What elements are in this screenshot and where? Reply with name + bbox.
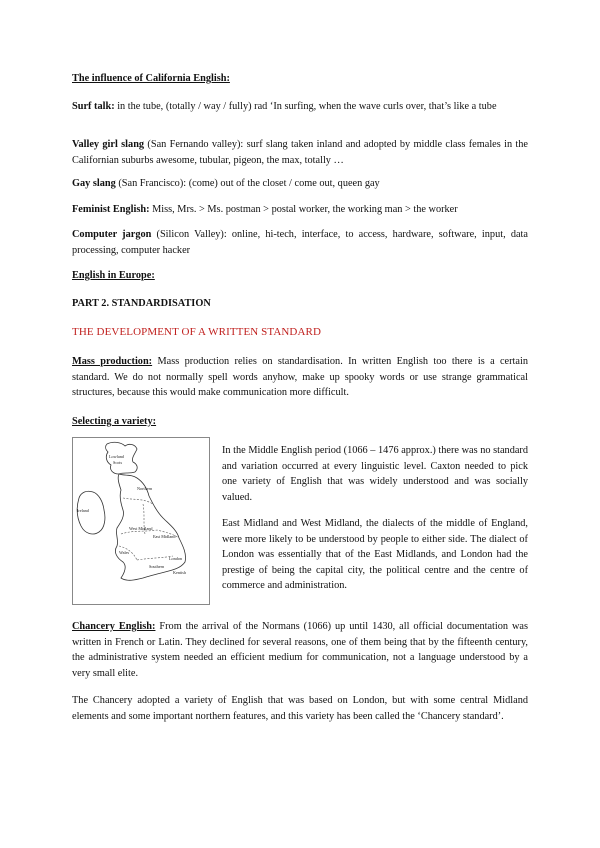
map-label-london: London	[169, 556, 183, 561]
dialect-boundary-south	[137, 556, 173, 560]
map-label-wales: Wales	[119, 550, 130, 555]
part2-heading: PART 2. STANDARDISATION	[72, 298, 211, 309]
map-label-ireland: Ireland	[77, 508, 89, 513]
dialect-boundary-north	[123, 498, 153, 504]
chancery-english-label: Chancery English:	[72, 621, 156, 632]
english-in-europe-heading: English in Europe:	[72, 270, 155, 281]
chancery-english-text: From the arrival of the Normans (1066) up until 1430, all official documentation was written in French or Latin. They declined for several reasons, one of them being that by the fifteenth century, the administrative system needed an efficient medium for communication, not a language understood by a very small elite.	[72, 621, 528, 679]
valley-girl-text: (San Fernando valley): surf slang taken inland and adopted by middle class females in the Californian suburbs awesome, tubular, pigeon, the max, totally …	[72, 139, 528, 166]
chancery-english-paragraph	[72, 619, 528, 681]
surf-talk-label: Surf talk:	[72, 101, 115, 112]
middle-english-paragraph: In the Middle English period (1066 – 1476 approx.) there was no standard and variation occurred at every linguistic level. Caxton needed to pick one variety of English that was widely understood and was socially valued.	[222, 445, 528, 503]
written-standard-heading: THE DEVELOPMENT OF A WRITTEN STANDARD	[72, 326, 321, 338]
feminist-english-paragraph	[72, 202, 528, 218]
chancery-standard-paragraph: The Chancery adopted a variety of English that was based on London, but with some central Midland elements and some important northern features, and this variety has been called the ‘Chancery standard’.	[72, 695, 528, 722]
map-label-lowland: Lowland	[109, 454, 124, 459]
east-midland-paragraph: East Midland and West Midland, the dialects of the middle of England, were more likely to be understood by people to either side. The dialect of London was essentially that of the East Midlands, and London had the prestige of being the capital city, the political centre and the centre of commerce and administration.	[222, 518, 528, 591]
dialect-map	[73, 438, 209, 604]
map-label-scots: Scots	[113, 460, 123, 465]
valley-girl-label: Valley girl slang	[72, 139, 145, 150]
surf-talk-paragraph	[72, 99, 528, 115]
dialect-map-figure	[72, 437, 210, 605]
computer-jargon-text: (Silicon Valley): online, hi-tech, interface, to access, hardware, software, input, data processing, computer hacker	[72, 229, 528, 256]
feminist-english-label: Feminist English:	[72, 204, 150, 215]
map-label-northern: Northern	[137, 486, 153, 491]
map-label-west-midland: West Midland	[129, 526, 153, 531]
selecting-variety-heading: Selecting a variety:	[72, 416, 157, 427]
map-label-southern: Southern	[149, 564, 165, 569]
map-label-east-midland: East Midland	[153, 534, 176, 539]
computer-jargon-paragraph	[72, 227, 528, 258]
valley-girl-paragraph	[72, 137, 528, 168]
gay-slang-text: (San Francisco): (come) out of the closet / come out, queen gay	[115, 178, 380, 189]
computer-jargon-label: Computer jargon	[72, 229, 152, 240]
map-label-kentish: Kentish	[173, 570, 187, 575]
feminist-english-text: Miss, Mrs. > Ms. postman > postal worker, the working man > the worker	[149, 204, 458, 215]
mass-production-text: Mass production relies on standardisation. In written English too there is a certain standard. We do not normally spell words anyhow, make up spooky words or use strange grammatical structures, because this would make communication more difficult.	[72, 356, 528, 398]
mass-production-paragraph	[72, 354, 528, 401]
california-heading: The influence of California English:	[72, 73, 230, 84]
surf-talk-text: in the tube, (totally / way / fully) rad ‘In surfing, when the wave curls over, that’s like a tube	[114, 101, 497, 112]
gay-slang-paragraph	[72, 176, 528, 192]
gay-slang-label: Gay slang	[72, 178, 116, 189]
mass-production-label: Mass production:	[72, 356, 153, 367]
